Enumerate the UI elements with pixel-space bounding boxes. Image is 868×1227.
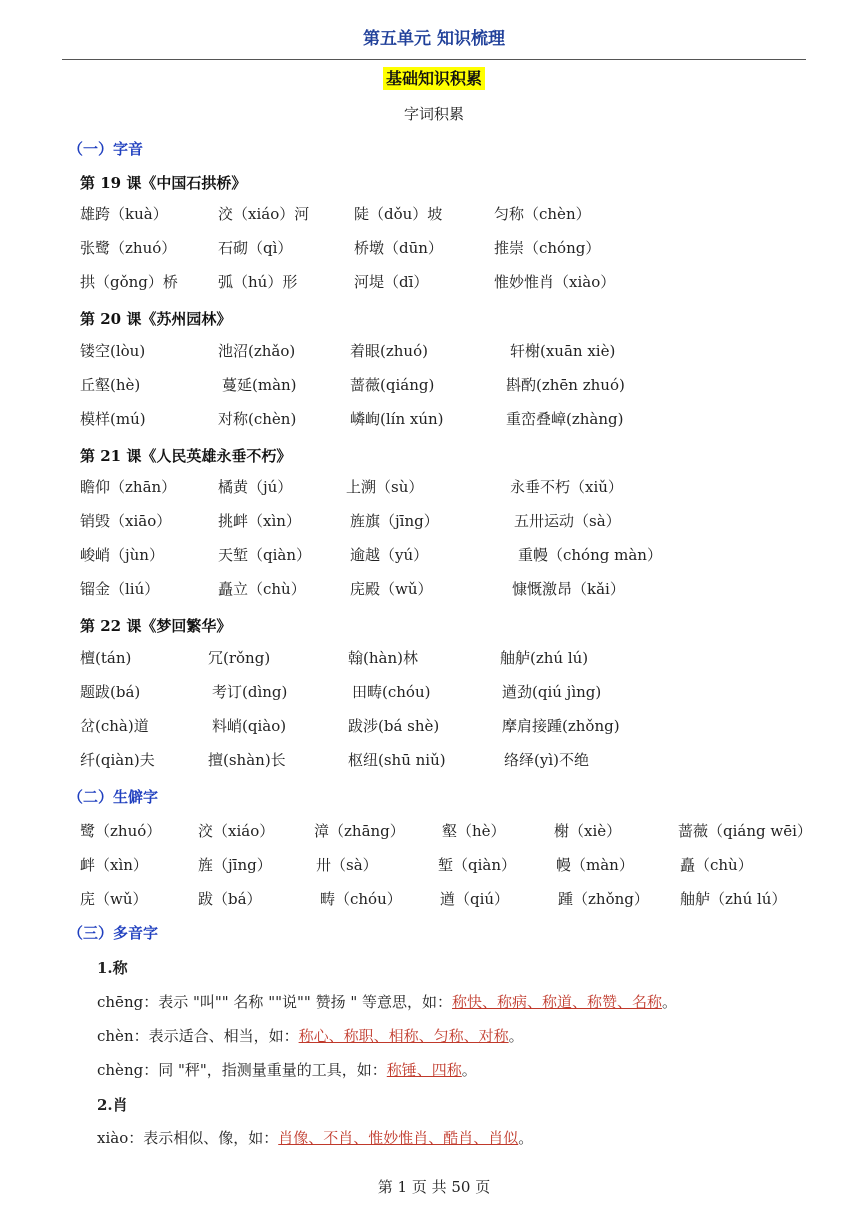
rare-char-entry: 鹭（zhuó） <box>80 822 162 840</box>
word-entry: 橘黄（jú） <box>218 478 293 496</box>
word-entry: 惟妙惟肖（xiào） <box>494 273 616 291</box>
word-entry: 逾越（yú） <box>350 546 429 564</box>
header-divider <box>62 59 806 60</box>
word-row <box>0 203 868 229</box>
word-entry: 雄跨（kuà） <box>80 205 168 223</box>
page-footer: 第 1 页 共 50 页 <box>377 1178 491 1196</box>
section-heading-polyphones: （三）多音字 <box>68 924 159 942</box>
word-row <box>0 476 868 502</box>
banner-text: 基础知识积累 <box>383 67 485 90</box>
rare-char-row <box>0 888 868 914</box>
rare-char-entry: 庑（wǔ） <box>80 890 148 908</box>
word-entry: 题跋(bá) <box>80 683 141 701</box>
definition-end: 。 <box>518 1129 534 1147</box>
word-row <box>0 271 868 297</box>
word-entry: 摩肩接踵(zhǒng) <box>502 717 620 735</box>
word-entry: 旌旗（jīng） <box>350 512 439 530</box>
definition-end: 。 <box>461 1061 477 1079</box>
rare-char-row <box>0 820 868 846</box>
word-entry: 檀(tán) <box>80 649 132 667</box>
lesson-title: 第 19 课《中国石拱桥》 <box>80 174 247 192</box>
rare-char-entry: 畴（chóu） <box>320 890 402 908</box>
rare-char-entry: 堑（qiàn） <box>438 856 517 874</box>
word-entry: 蔷薇(qiáng) <box>350 376 435 394</box>
rare-char-entry: 幔（màn） <box>556 856 634 874</box>
polyphone-title: 2.肖 <box>97 1096 128 1114</box>
lesson-title: 第 22 课《梦回繁华》 <box>80 617 232 635</box>
word-entry: 销毁（xiāo） <box>80 512 172 530</box>
rare-char-entry: 漳（zhāng） <box>314 822 405 840</box>
word-row <box>0 715 868 741</box>
word-entry: 镂空(lòu) <box>80 342 146 360</box>
word-entry: 庑殿（wǔ） <box>350 580 433 598</box>
rare-char-entry: 矗（chù） <box>680 856 753 874</box>
rare-char-entry: 旌（jīng） <box>198 856 272 874</box>
example-words: 称心、称职、相称、匀称、对称 <box>298 1027 509 1045</box>
word-entry: 弧（hú）形 <box>218 273 298 291</box>
word-row <box>0 340 868 366</box>
word-entry: 冗(rǒng) <box>208 649 271 667</box>
word-entry: 重幔（chóng màn） <box>518 546 662 564</box>
word-entry: 上溯（sù） <box>346 478 424 496</box>
word-entry: 遒劲(qiú jìng) <box>502 683 602 701</box>
word-entry: 池沼(zhǎo) <box>218 342 296 360</box>
rare-char-row <box>0 854 868 880</box>
word-entry: 推崇（chóng） <box>494 239 601 257</box>
word-entry: 匀称（chèn） <box>494 205 591 223</box>
word-entry: 陡（dǒu）坡 <box>354 205 443 223</box>
word-row <box>0 374 868 400</box>
example-words: 称锤、四称 <box>386 1061 462 1079</box>
word-entry: 挑衅（xìn） <box>218 512 301 530</box>
rare-char-entry: 跋（bá） <box>198 890 262 908</box>
polyphone-definition <box>97 1025 524 1046</box>
word-row <box>0 578 868 604</box>
word-row <box>0 647 868 673</box>
word-row <box>0 749 868 775</box>
word-entry: 丘壑(hè) <box>80 376 141 394</box>
polyphone-definition <box>97 1127 533 1148</box>
rare-char-entry: 舳舻（zhú lú） <box>680 890 787 908</box>
word-entry: 跋涉(bá shè) <box>348 717 440 735</box>
lesson-title: 第 20 课《苏州园林》 <box>80 310 232 328</box>
word-entry: 田畴(chóu) <box>352 683 431 701</box>
rare-char-entry: 踵（zhǒng） <box>558 890 649 908</box>
section-heading-rare-characters: （二）生僻字 <box>68 788 159 806</box>
rare-char-entry: 卅（sà） <box>316 856 378 874</box>
polyphone-definition <box>97 1059 477 1080</box>
word-entry: 斟酌(zhēn zhuó) <box>506 376 625 394</box>
word-entry: 桥墩（dūn） <box>354 239 443 257</box>
definition-text: chèn：表示适合、相当，如： <box>97 1027 299 1045</box>
example-words: 肖像、不肖、惟妙惟肖、酷肖、肖似 <box>278 1129 519 1147</box>
word-row <box>0 544 868 570</box>
word-entry: 轩榭(xuān xiè) <box>510 342 616 360</box>
word-entry: 岔(chà)道 <box>80 717 149 735</box>
definition-text: chèng：同 "秤"，指测量重量的工具，如： <box>97 1061 387 1079</box>
definition-end: 。 <box>662 993 678 1011</box>
rare-char-entry: 遒（qiú） <box>440 890 510 908</box>
subtitle: 字词积累 <box>403 105 464 123</box>
page-header-title: 第五单元 知识梳理 <box>363 29 505 49</box>
word-row <box>0 510 868 536</box>
word-entry: 天堑（qiàn） <box>218 546 312 564</box>
polyphone-definition <box>97 991 677 1012</box>
word-entry: 嶙峋(lín xún) <box>350 410 444 428</box>
word-entry: 矗立（chù） <box>218 580 306 598</box>
word-entry: 枢纽(shū niǔ) <box>348 751 446 769</box>
definition-end: 。 <box>508 1027 524 1045</box>
word-entry: 石砌（qì） <box>218 239 293 257</box>
word-entry: 着眼(zhuó) <box>350 342 428 360</box>
word-entry: 慷慨激昂（kǎi） <box>512 580 625 598</box>
word-entry: 擅(shàn)长 <box>208 751 286 769</box>
word-entry: 模样(mú) <box>80 410 146 428</box>
example-words: 称快、称病、称道、称赞、名称 <box>452 993 663 1011</box>
word-entry: 洨（xiáo）河 <box>218 205 310 223</box>
word-entry: 络绎(yì)不绝 <box>504 751 589 769</box>
word-entry: 峻峭（jùn） <box>80 546 164 564</box>
word-entry: 拱（gǒng）桥 <box>80 273 178 291</box>
word-entry: 舳舻(zhú lú) <box>500 649 589 667</box>
rare-char-entry: 榭（xiè） <box>554 822 622 840</box>
word-entry: 对称(chèn) <box>218 410 297 428</box>
word-entry: 蔓延(màn) <box>222 376 297 394</box>
word-entry: 河堤（dī） <box>354 273 429 291</box>
word-entry: 瞻仰（zhān） <box>80 478 177 496</box>
rare-char-entry: 蔷薇（qiáng wēi） <box>678 822 812 840</box>
word-entry: 纤(qiàn)夫 <box>80 751 155 769</box>
word-entry: 张鹭（zhuó） <box>80 239 177 257</box>
definition-text: xiào：表示相似、像，如： <box>97 1129 279 1147</box>
definition-text: chēng：表示 "叫"" 名称 ""说"" 赞扬 " 等意思，如： <box>97 993 453 1011</box>
rare-char-entry: 壑（hè） <box>442 822 506 840</box>
word-entry: 镏金（liú） <box>80 580 160 598</box>
rare-char-entry: 洨（xiáo） <box>198 822 275 840</box>
word-entry: 永垂不朽（xiǔ） <box>510 478 623 496</box>
word-row <box>0 408 868 434</box>
word-entry: 五卅运动（sà） <box>514 512 621 530</box>
word-entry: 翰(hàn)林 <box>348 649 418 667</box>
word-row <box>0 681 868 707</box>
word-entry: 重峦叠嶂(zhàng) <box>506 410 624 428</box>
rare-char-entry: 衅（xìn） <box>80 856 148 874</box>
section-heading-pronunciation: （一）字音 <box>68 140 144 158</box>
lesson-title: 第 21 课《人民英雄永垂不朽》 <box>80 447 292 465</box>
highlighted-banner <box>0 66 868 89</box>
word-entry: 料峭(qiào) <box>212 717 287 735</box>
word-entry: 考订(dìng) <box>212 683 288 701</box>
polyphone-title: 1.称 <box>97 959 128 977</box>
word-row <box>0 237 868 263</box>
